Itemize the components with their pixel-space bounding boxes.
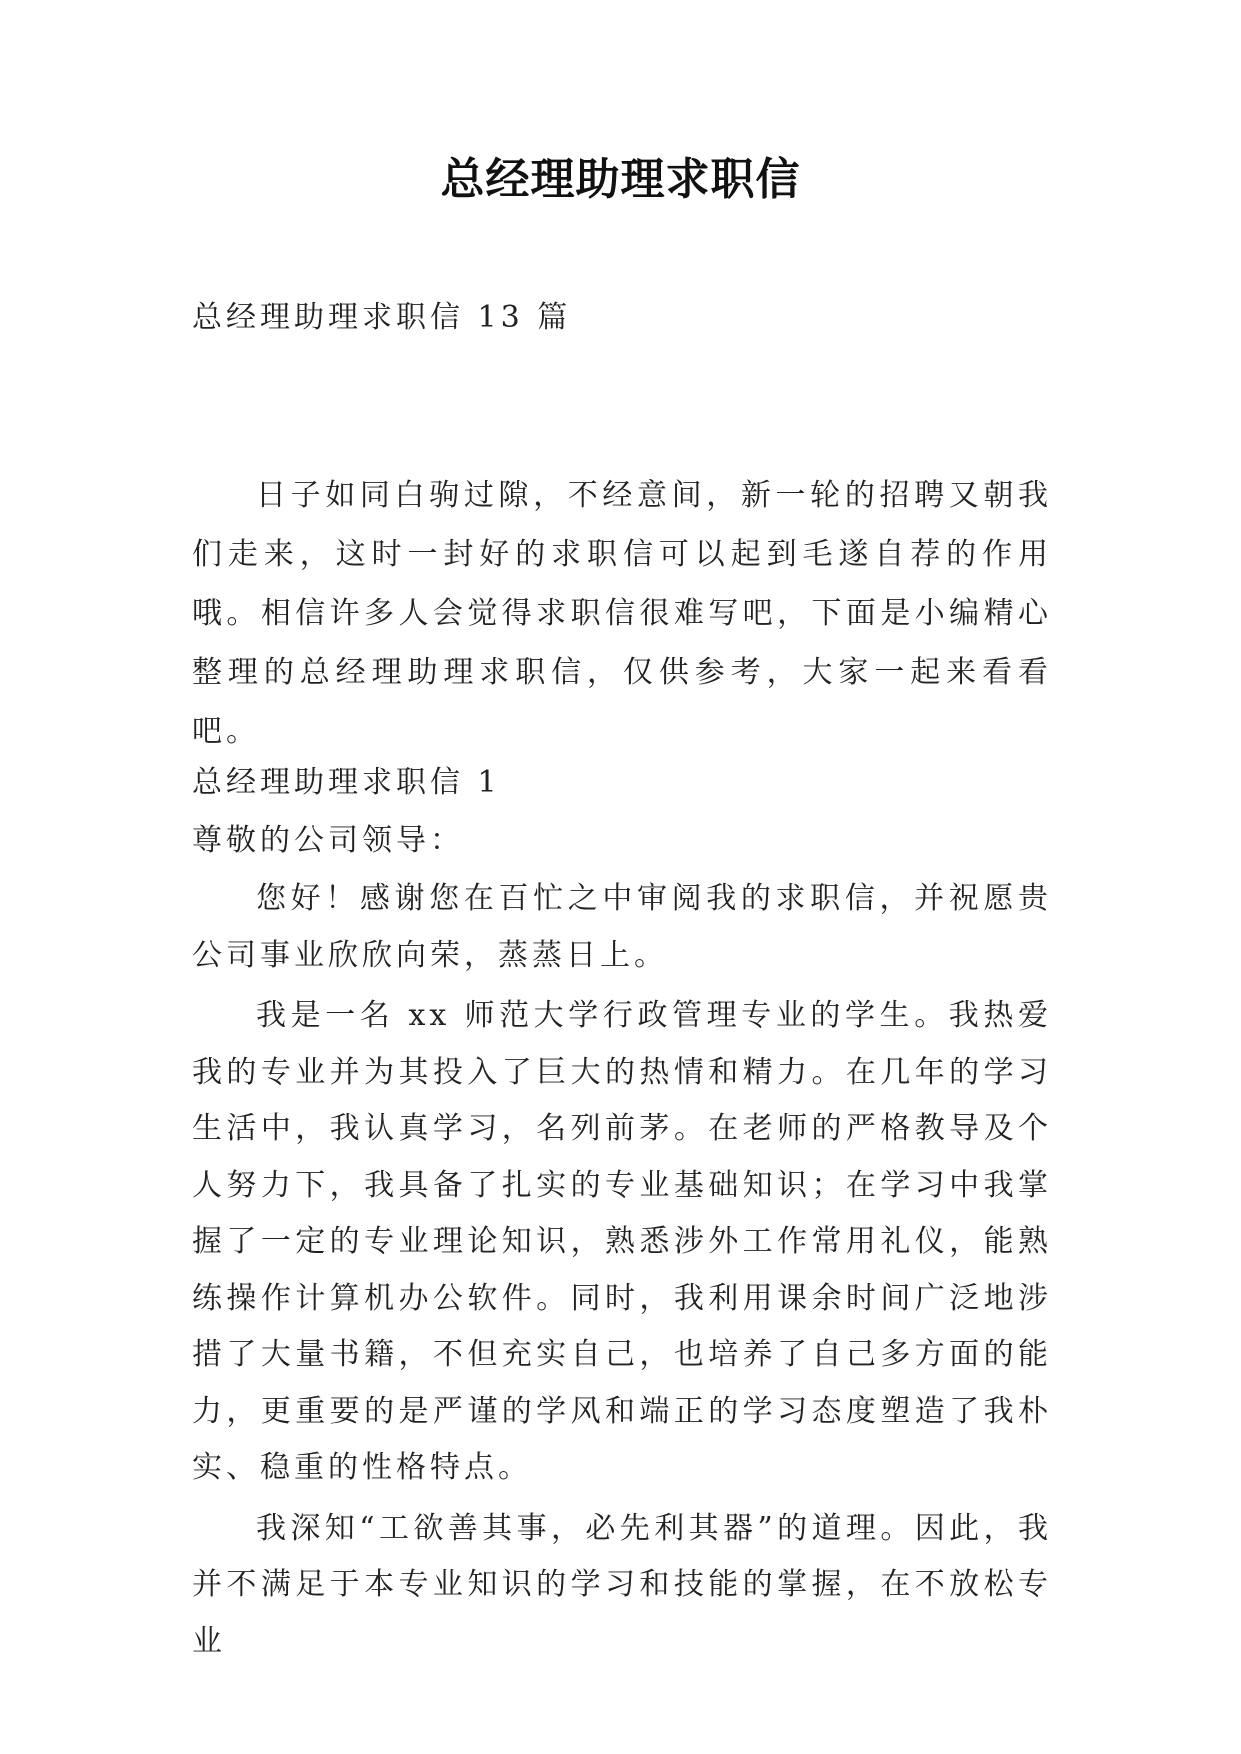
- salutation: 尊敬的公司领导：: [192, 823, 464, 858]
- document-subtitle: 总经理助理求职信 13 篇: [192, 300, 572, 335]
- document-title: 总经理助理求职信: [440, 154, 801, 205]
- intro-paragraph: 日子如同白驹过隙，不经意间，新一轮的招聘又朝我们走来，这时一封好的求职信可以起到毛遂自荐的作用哦。相信许多人会觉得求职信很难写吧，下面是小编精心整理的总经理助理求职信，仅供参考，大家一起来看看吧。: [192, 478, 1052, 749]
- letter-section: [192, 755, 1052, 1674]
- body-paragraph: 我是一名 xx 师范大学行政管理专业的学生。我热爱我的专业并为其投入了巨大的热情和精力。在几年的学习生活中，我认真学习，名列前茅。在老师的严格教导及个人努力下，我具备了扎实的专业基础知识；在学习中我掌握了一定的专业理论知识，熟悉涉外工作常用礼仪，能熟练操作计算机办公软件。同时，我利用课余时间广泛地涉措了大量书籍，不但充实自己，也培养了自己多方面的能力，更重要的是严谨的学风和端正的学习态度塑造了我朴实、稳重的性格特点。: [192, 998, 1052, 1485]
- section-title: 总经理助理求职信 1: [192, 765, 501, 800]
- body-paragraph: 我深知“工欲善其事，必先利其器”的道理。因此，我并不满足于本专业知识的学习和技能的掌握，在不放松专业: [192, 1510, 1052, 1659]
- body-paragraph: 您好！感谢您在百忙之中审阅我的求职信，并祝愿贵公司事业欣欣向荣，蒸蒸日上。: [192, 881, 1052, 973]
